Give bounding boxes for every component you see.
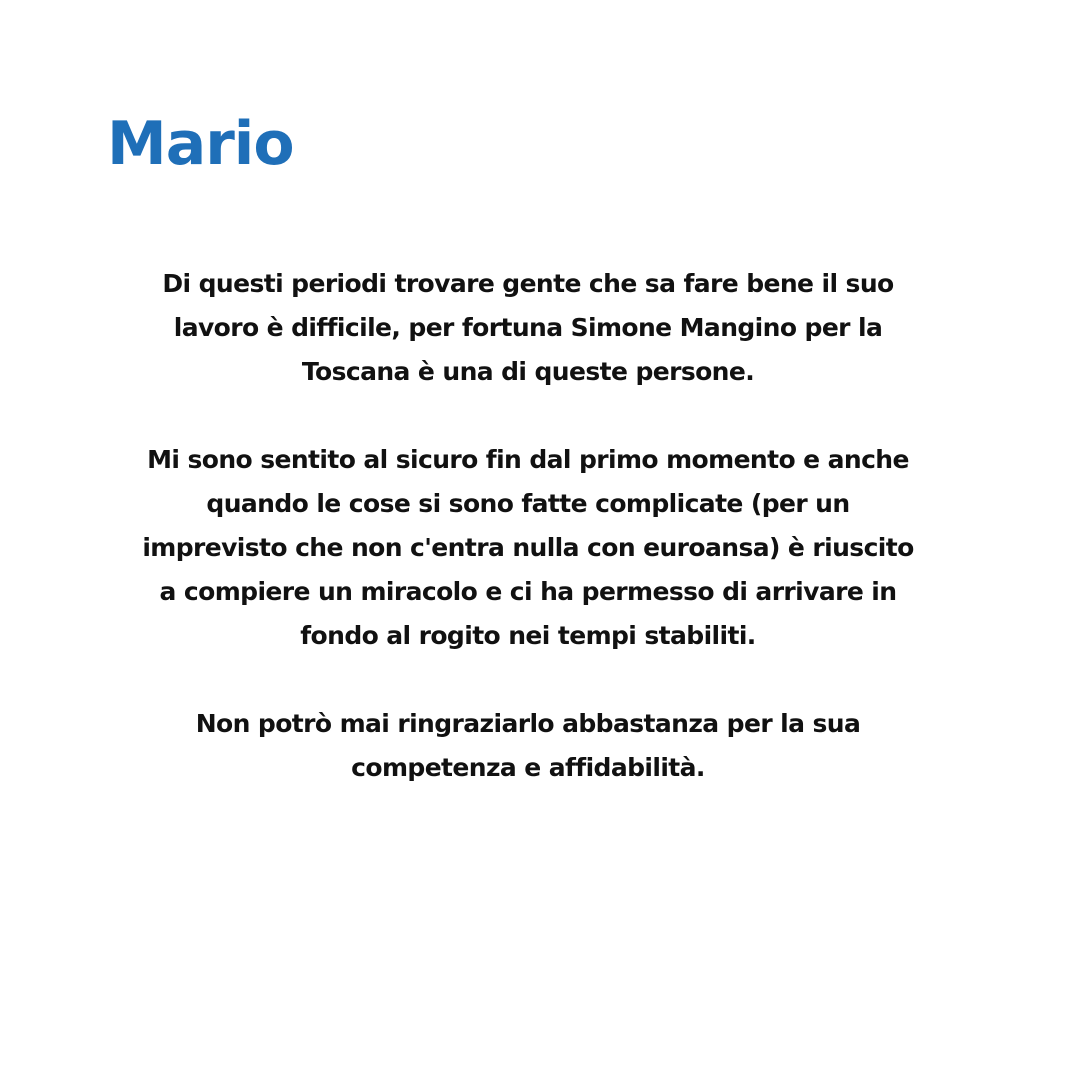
text-line: Mi sono sentito al sicuro fin dal primo momento e anche [147, 445, 909, 474]
text-line: quando le cose si sono fatte complicate (per un [206, 489, 850, 518]
text-line: Non potrò mai ringraziarlo abbastanza per la sua [195, 709, 861, 738]
text-line: Toscana è una di queste persone. [301, 357, 755, 386]
text-line: lavoro è difficile, per fortuna Simone Mangino per la [173, 313, 883, 342]
testimonial-paragraph [100, 702, 956, 790]
text-line: Di questi periodi trovare gente che sa fare bene il suo [162, 269, 894, 298]
testimonial-paragraph [100, 438, 956, 658]
text-line: a compiere un miracolo e ci ha permesso di arrivare in [159, 577, 897, 606]
testimonial-text [100, 262, 956, 790]
author-name: Mario [107, 109, 294, 179]
text-line: competenza e affidabilità. [351, 753, 705, 782]
testimonial-paragraph [100, 262, 956, 394]
text-line: fondo al rogito nei tempi stabiliti. [300, 621, 756, 650]
text-line: imprevisto che non c'entra nulla con euroansa) è riuscito [142, 533, 914, 562]
